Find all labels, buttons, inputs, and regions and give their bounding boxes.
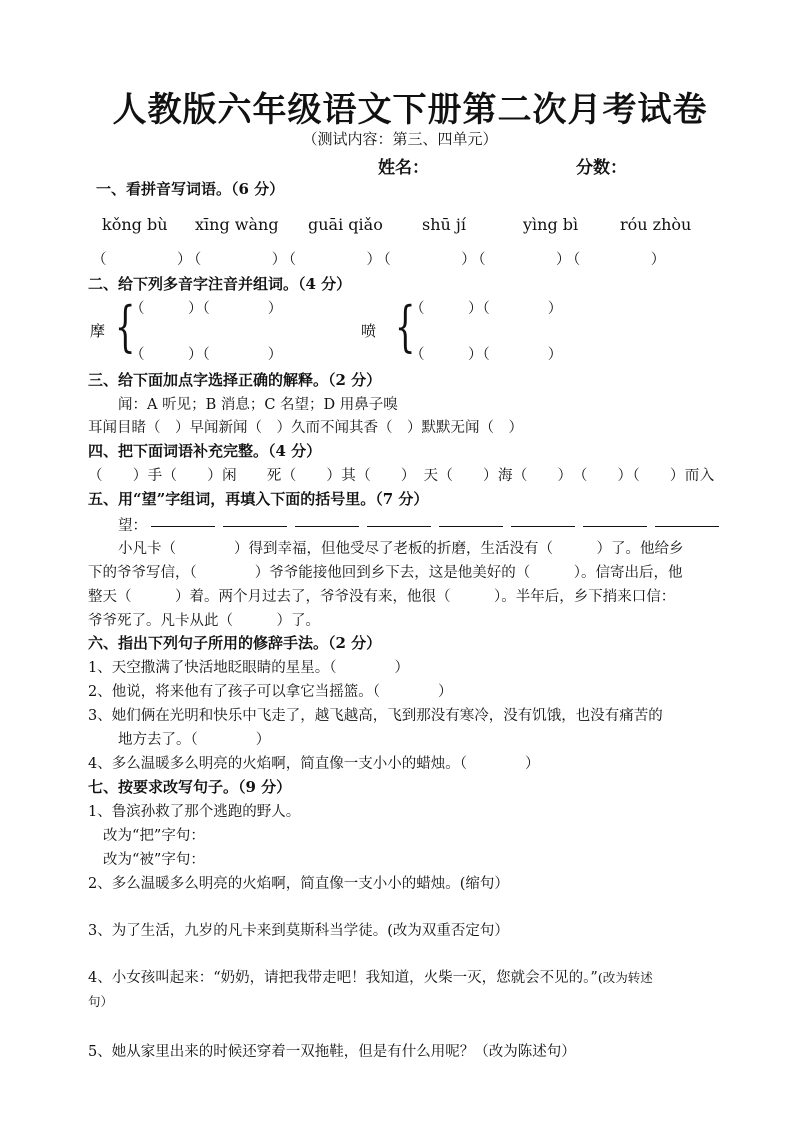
rewrite-q1: 1、鲁滨孙救了那个逃跑的野人。 — [88, 804, 301, 820]
blank-line — [223, 512, 287, 527]
mo-pair-bottom: （ ）（ ） — [130, 347, 283, 363]
rewrite-q2: 2、多么温暖多么明亮的火焰啊，简直像一支小小的蜡烛。(缩句） — [88, 876, 509, 892]
idiom-items: （ ）手（ ）闲 死（ ）其（ ） 天（ ）海（ ） （ ）（ ）而入 — [88, 468, 715, 484]
pen-pair-top: （ ）（ ） — [410, 301, 563, 317]
section-5-header: 五、用“望”字组词，再填入下面的括号里。（7 分） — [88, 490, 429, 508]
blank-line — [151, 512, 215, 527]
rhetoric-q1: 1、天空撒满了快活地眨眼睛的星星。（ ） — [88, 660, 409, 676]
mo-pair-top: （ ）（ ） — [130, 301, 283, 317]
section-1-header: 一、看拼音写词语。（6 分） — [96, 180, 285, 198]
pinyin-answer-row: （ ）（ ）（ ）（ ）（ ）（ ） — [92, 252, 668, 268]
rewrite-q1-ba: 改为“把”字句： — [103, 828, 205, 844]
wang-label: 望： — [118, 518, 147, 534]
char-mo: 摩 — [90, 322, 106, 340]
rewrite-q5: 5、她从家里出来的时候还穿着一双拖鞋，但是有什么用呢？（改为陈述句） — [88, 1044, 576, 1060]
test-scope: （测试内容：第三、四单元） — [302, 130, 498, 148]
rewrite-q4-note: (改为转述 — [597, 970, 653, 985]
brace-right: { — [394, 295, 416, 358]
page-title: 人教版六年级语文下册第二次月考试卷 — [112, 90, 708, 130]
passage-line-2: 下的爷爷写信，（ ）爷爷能接他回到乡下去，这是他美好的（ ）。信寄出后，他 — [88, 565, 683, 581]
wang-blanks — [151, 512, 719, 531]
blank-line — [511, 512, 575, 527]
section-3-header: 三、给下面加点字选择正确的解释。（2 分） — [88, 371, 382, 389]
pinyin-6: róu zhòu — [620, 215, 692, 234]
rhetoric-q4: 4、多么温暖多么明亮的火焰啊，简直像一支小小的蜡烛。（ ） — [88, 756, 540, 772]
blank-line — [655, 512, 719, 527]
score-label: 分数： — [576, 158, 627, 178]
passage-line-3: 整天（ ）着。两个月过去了，爷爷没有来，他很（ ）。半年后，乡下捎来口信： — [88, 589, 676, 605]
brace-left: { — [114, 295, 136, 358]
blank-line — [295, 512, 359, 527]
pinyin-2: xīng wàng — [195, 215, 279, 234]
rewrite-q3: 3、为了生活，九岁的凡卡来到莫斯科当学徒。(改为双重否定句） — [88, 923, 509, 939]
section-4-header: 四、把下面词语补充完整。（4 分） — [88, 442, 322, 460]
char-pen: 喷 — [361, 322, 377, 340]
name-label: 姓名： — [378, 158, 429, 178]
blank-line — [583, 512, 647, 527]
rewrite-q4-cont: 句） — [88, 994, 114, 1009]
passage-line-4: 爷爷死了。凡卡从此（ ）了。 — [88, 613, 320, 629]
wen-options: 闻：A 听见；B 消息；C 名望；D 用鼻子嗅 — [118, 397, 398, 413]
pen-pair-bottom: （ ）（ ） — [410, 347, 563, 363]
rhetoric-q2: 2、他说，将来他有了孩子可以拿它当摇篮。（ ） — [88, 684, 453, 700]
blank-line — [367, 512, 431, 527]
pinyin-3: guāi qiǎo — [308, 215, 383, 234]
pinyin-4: shū jí — [422, 215, 466, 234]
rewrite-q4 — [88, 966, 653, 987]
section-7-header: 七、按要求改写句子。（9 分） — [88, 778, 292, 796]
pinyin-5: yìng bì — [523, 215, 579, 234]
pinyin-1: kǒng bù — [102, 215, 168, 234]
rhetoric-q3-cont: 地方去了。（ ） — [118, 732, 271, 748]
rewrite-q1-bei: 改为“被”字句： — [103, 852, 205, 868]
section-2-header: 二、给下列多音字注音并组词。（4 分） — [88, 275, 352, 293]
rhetoric-q3: 3、她们俩在光明和快乐中飞走了，越飞越高，飞到那没有寒冷，没有饥饿，也没有痛苦的 — [88, 708, 663, 724]
section-6-header: 六、指出下列句子所用的修辞手法。（2 分） — [88, 634, 382, 652]
wen-items: 耳闻目睹（ ）早闻新闻（ ）久而不闻其香（ ）默默无闻（ ） — [88, 420, 523, 436]
passage-line-1: 小凡卡（ ）得到幸福，但他受尽了老板的折磨，生活没有（ ）了。他给乡 — [118, 541, 684, 557]
blank-line — [439, 512, 503, 527]
rewrite-q4-text: 4、小女孩叫起来：“奶奶，请把我带走吧！我知道，火柴一灭，您就会不见的。” — [88, 970, 598, 986]
